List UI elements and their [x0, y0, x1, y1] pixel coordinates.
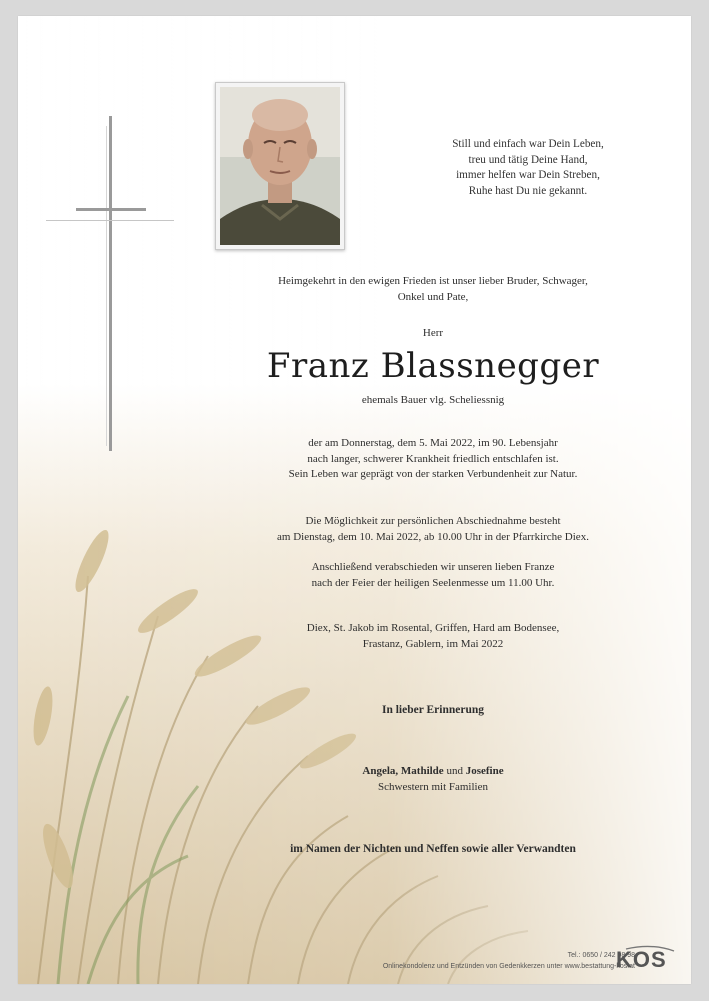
farewell-line: am Dienstag, dem 10. Mai 2022, ab 10.00 Uhr in der Pfarrkirche Diex. [277, 530, 589, 543]
death-notice-line: der am Donnerstag, dem 5. Mai 2022, im 90. Lebensjahr [308, 437, 558, 449]
places-line: Diex, St. Jakob im Rosental, Griffen, Hard am Bodensee, [306, 622, 560, 634]
portrait-frame [215, 82, 345, 250]
burial-line: nach der Feier der heiligen Seelenmesse um 11.00 Uhr. [311, 576, 555, 589]
burial-info [198, 560, 668, 591]
poem-line: Ruhe hast Du nie gekannt. [468, 184, 588, 197]
mourners-names [198, 764, 668, 780]
farewell-info [198, 514, 668, 545]
obituary-card [18, 16, 691, 984]
relatives-line: im Namen der Nichten und Neffen sowie aller Verwandten [290, 843, 576, 855]
mourners [198, 764, 668, 795]
logo-text: KOS [616, 947, 667, 972]
funeral-home-footer [383, 950, 635, 972]
portrait-photo [220, 87, 340, 245]
death-notice [198, 436, 668, 483]
cross-icon [46, 116, 206, 456]
mourners-names-part1: Angela, Mathilde [362, 765, 444, 777]
mourners-names-part2: Josefine [465, 765, 504, 777]
footer-phone: Tel.: 0650 / 242 98 98 [567, 952, 635, 959]
poem-line: immer helfen war Dein Streben, [456, 169, 600, 181]
deceased-name: Franz Blassnegger [266, 346, 600, 386]
farewell-line: Die Möglichkeit zur persönlichen Abschiednahme besteht [305, 515, 561, 527]
burial-line: Anschließend verabschieden wir unseren lieben Franze [311, 561, 555, 573]
intro-line: Onkel und Pate, [397, 290, 469, 303]
occupation-subtitle: ehemals Bauer vlg. Scheliessnig [361, 394, 505, 406]
intro-line: Heimgekehrt in den ewigen Frieden ist unser lieber Bruder, Schwager, [278, 275, 588, 287]
places-line: Frastanz, Gablern, im Mai 2022 [362, 637, 504, 650]
poem-line: Still und einfach war Dein Leben, [452, 138, 604, 150]
in-memory-heading: In lieber Erinnerung [381, 704, 485, 716]
footer-web: Onlinekondolenz und Entzünden von Gedenkkerzen unter www.bestattung-kos.at [382, 963, 635, 970]
death-notice-line: Sein Leben war geprägt von der starken Verbundenheit zur Natur. [288, 468, 578, 480]
funeral-home-logo [616, 945, 678, 973]
mourners-connector: und [446, 765, 463, 777]
death-notice-line: nach langer, schwerer Krankheit friedlich entschlafen ist. [307, 452, 559, 465]
places-and-date [198, 621, 668, 652]
poem [398, 137, 658, 199]
poem-line: treu und tätig Deine Hand, [468, 153, 588, 166]
logo-swoosh-icon [616, 945, 678, 973]
salutation: Herr [422, 327, 444, 339]
mourners-relation: Schwestern mit Familien [378, 780, 488, 793]
intro-text [198, 274, 668, 305]
